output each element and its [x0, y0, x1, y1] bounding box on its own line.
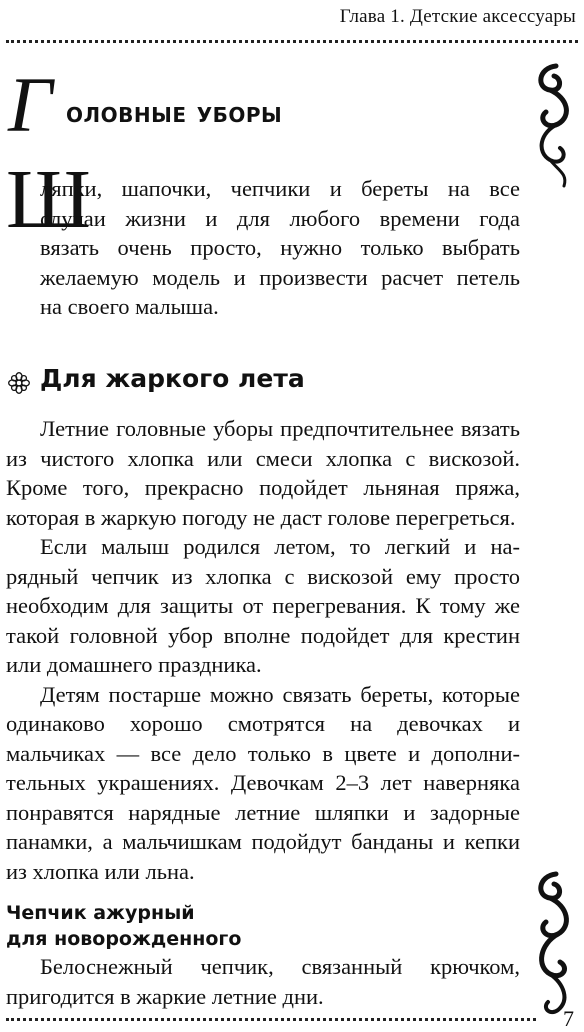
paragraph: Детям постарше можно связать береты, которые одинаково хорошо смотрятся на девочках и мальчиках — все дело только в цвете и дополнительных украшениях. Девочкам 2–3 лет наверняка понравятся нарядные летние шляпки и задорные панамки, а мальчишкам подойдут банданы и кепки из хлопка или льна.	[6, 681, 520, 884]
intro-paragraph	[40, 174, 520, 322]
section-title: Для жаркого лета	[40, 364, 305, 393]
subsection-body	[6, 952, 520, 1011]
subsection-title-line: Чепчик ажурный	[6, 902, 195, 924]
footer-dotted-rule	[6, 1018, 536, 1021]
flower-icon	[8, 372, 30, 394]
drop-cap: Ш	[6, 153, 91, 246]
page-number: 7	[563, 1006, 574, 1031]
swirl-ornament-icon	[528, 62, 578, 190]
section-body	[6, 414, 520, 886]
paragraph: Летние головные уборы предпочтительнее вязать из чистого хлопка или смеси хлопка с вискозой. Кроме того, прекрасно подойдет льняная пряжа, которая в жаркую погоду не даст голове перегреться.	[6, 416, 520, 530]
intro-line: случаи жизни и для любого времени года	[40, 205, 520, 231]
paragraph: Белоснежный чепчик, связанный крючком, пригодится в жаркие летние дни.	[6, 954, 520, 1009]
running-head: Глава 1. Детские аксессуары	[339, 6, 576, 27]
intro-line: желаемую модель и произвести расчет петель	[40, 264, 520, 290]
chapter-title-initial: Г	[8, 61, 53, 148]
paragraph: Если малыш родился летом, то легкий и нарядный чепчик из хлопка с вискозой ему просто необходим для защиты от перегревания. К тому же такой головной убор вполне подойдет для крестин или домашнего праздника.	[6, 534, 520, 677]
subsection-title-line: для новорожденного	[6, 928, 242, 950]
intro-line: ляпки, шапочки, чепчики и береты на все	[40, 176, 520, 201]
chapter-title-text: оловные уборы	[66, 96, 283, 129]
intro-line: на своего малыша.	[40, 294, 219, 319]
chapter-title	[8, 61, 528, 148]
intro-line: вязать очень просто, нужно только выбрать	[40, 235, 520, 260]
header-dotted-rule	[6, 40, 578, 43]
subsection-heading	[6, 900, 241, 952]
swirl-ornament-icon	[530, 868, 578, 1018]
